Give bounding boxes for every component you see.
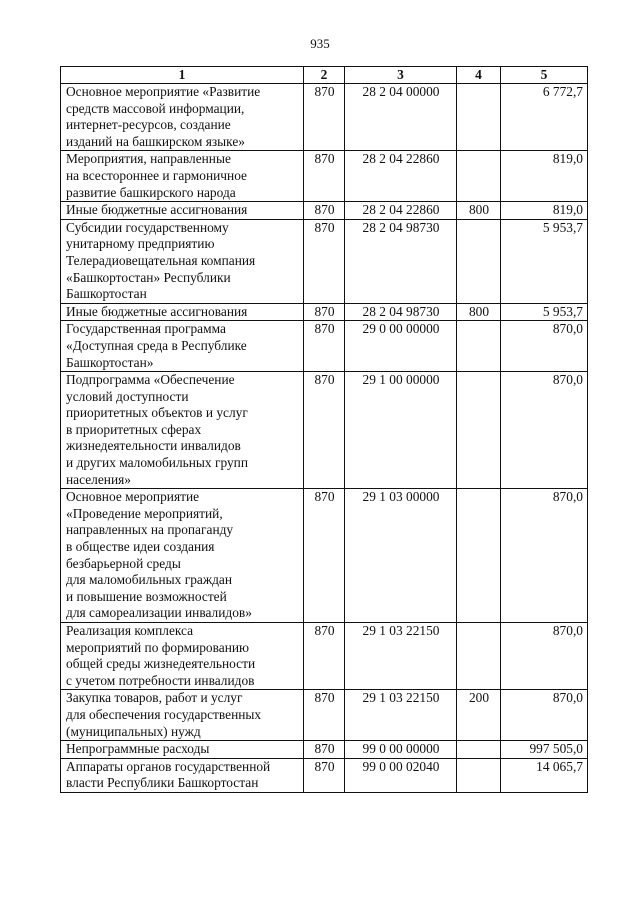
- row-amount: 870,0: [501, 321, 588, 372]
- row-expense-type: [457, 758, 501, 792]
- row-name: Иные бюджетные ассигнования: [61, 303, 304, 321]
- table-row: [61, 202, 588, 220]
- row-amount: 5 953,7: [501, 219, 588, 303]
- row-expense-type: [457, 151, 501, 202]
- row-amount: 5 953,7: [501, 303, 588, 321]
- row-expense-type: [457, 372, 501, 489]
- row-expense-type: [457, 623, 501, 690]
- header-col-4: 4: [457, 67, 501, 84]
- row-expense-type: 800: [457, 303, 501, 321]
- row-name: Реализация комплекса мероприятий по формированию общей среды жизнедеятельности с учетом потребности инвалидов: [61, 623, 304, 690]
- row-department-code: 870: [304, 219, 345, 303]
- row-target-article: 99 0 00 02040: [345, 758, 457, 792]
- budget-table: [60, 66, 588, 793]
- header-row: [61, 67, 588, 84]
- row-expense-type: [457, 489, 501, 623]
- table-row: [61, 303, 588, 321]
- row-expense-type: [457, 219, 501, 303]
- row-amount: 997 505,0: [501, 741, 588, 759]
- row-target-article: 29 0 00 00000: [345, 321, 457, 372]
- table-row: [61, 321, 588, 372]
- row-target-article: 29 1 03 22150: [345, 623, 457, 690]
- row-name: Основное мероприятие «Проведение мероприятий, направленных на пропаганду в обществе идеи создания безбарьерной среды для маломобильных граждан и повышение возможностей для самореализации инвалидов»: [61, 489, 304, 623]
- row-name: Аппараты органов государственной власти Республики Башкортостан: [61, 758, 304, 792]
- table-row: [61, 758, 588, 792]
- table-row: [61, 151, 588, 202]
- row-amount: 870,0: [501, 623, 588, 690]
- row-amount: 870,0: [501, 690, 588, 741]
- row-amount: 819,0: [501, 202, 588, 220]
- row-department-code: 870: [304, 303, 345, 321]
- row-name: Иные бюджетные ассигнования: [61, 202, 304, 220]
- row-target-article: 28 2 04 22860: [345, 151, 457, 202]
- row-expense-type: [457, 84, 501, 151]
- row-target-article: 29 1 00 00000: [345, 372, 457, 489]
- row-department-code: 870: [304, 741, 345, 759]
- row-amount: 870,0: [501, 372, 588, 489]
- row-name: Субсидии государственному унитарному предприятию Телерадиовещательная компания «Башкортостан» Республики Башкортостан: [61, 219, 304, 303]
- row-amount: 14 065,7: [501, 758, 588, 792]
- row-amount: 870,0: [501, 489, 588, 623]
- header-col-1: 1: [61, 67, 304, 84]
- table-row: [61, 489, 588, 623]
- table-row: [61, 690, 588, 741]
- row-department-code: 870: [304, 84, 345, 151]
- row-department-code: 870: [304, 202, 345, 220]
- row-expense-type: 800: [457, 202, 501, 220]
- row-expense-type: 200: [457, 690, 501, 741]
- row-target-article: 99 0 00 00000: [345, 741, 457, 759]
- table-row: [61, 372, 588, 489]
- row-target-article: 28 2 04 22860: [345, 202, 457, 220]
- row-name: Основное мероприятие «Развитие средств массовой информации, интернет-ресурсов, создание изданий на башкирском языке»: [61, 84, 304, 151]
- row-department-code: 870: [304, 690, 345, 741]
- page-number: 935: [310, 36, 330, 51]
- table-row: [61, 219, 588, 303]
- header-col-2: 2: [304, 67, 345, 84]
- header-col-5: 5: [501, 67, 588, 84]
- row-department-code: 870: [304, 758, 345, 792]
- row-target-article: 28 2 04 00000: [345, 84, 457, 151]
- row-department-code: 870: [304, 151, 345, 202]
- row-department-code: 870: [304, 623, 345, 690]
- table-row: [61, 623, 588, 690]
- row-target-article: 28 2 04 98730: [345, 303, 457, 321]
- row-expense-type: [457, 321, 501, 372]
- row-name: Закупка товаров, работ и услуг для обеспечения государственных (муниципальных) нужд: [61, 690, 304, 741]
- table-row: [61, 741, 588, 759]
- row-name: Мероприятия, направленные на всестороннее и гармоничное развитие башкирского народа: [61, 151, 304, 202]
- row-target-article: 29 1 03 22150: [345, 690, 457, 741]
- row-department-code: 870: [304, 372, 345, 489]
- row-department-code: 870: [304, 321, 345, 372]
- row-amount: 6 772,7: [501, 84, 588, 151]
- row-name: Государственная программа «Доступная среда в Республике Башкортостан»: [61, 321, 304, 372]
- row-name: Непрограммные расходы: [61, 741, 304, 759]
- table-row: [61, 84, 588, 151]
- row-target-article: 29 1 03 00000: [345, 489, 457, 623]
- header-col-3: 3: [345, 67, 457, 84]
- row-department-code: 870: [304, 489, 345, 623]
- row-name: Подпрограмма «Обеспечение условий доступности приоритетных объектов и услуг в приоритетных сферах жизнедеятельности инвалидов и других маломобильных групп населения»: [61, 372, 304, 489]
- row-expense-type: [457, 741, 501, 759]
- row-target-article: 28 2 04 98730: [345, 219, 457, 303]
- row-amount: 819,0: [501, 151, 588, 202]
